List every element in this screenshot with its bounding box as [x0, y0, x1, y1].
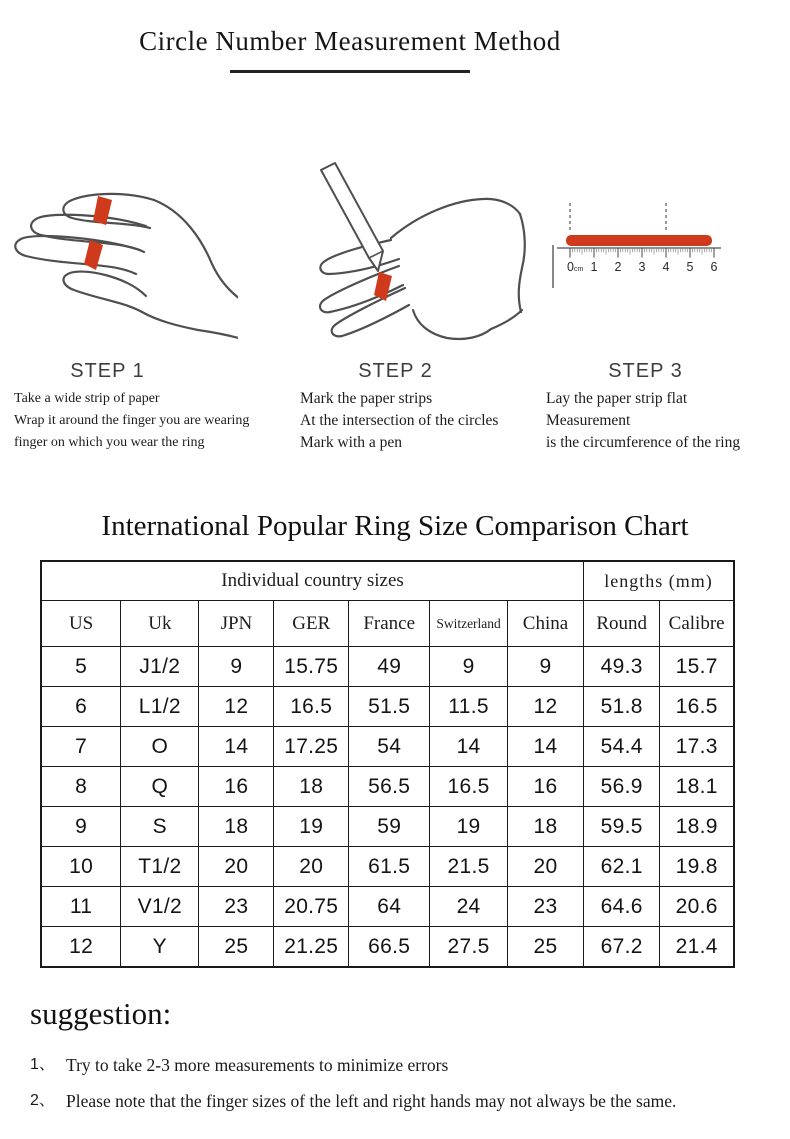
- header: [0, 26, 700, 73]
- table-row: [41, 687, 734, 727]
- table-cell: 19: [274, 807, 349, 847]
- suggestion-list: [30, 1053, 775, 1125]
- table-cell: 62.1: [584, 847, 660, 887]
- table-column-header-row: [41, 601, 734, 647]
- table-row: [41, 807, 734, 847]
- ruler-label: 1: [590, 260, 598, 274]
- table-cell: 17.25: [274, 727, 349, 767]
- suggestion-number: 1、: [30, 1056, 55, 1073]
- table-cell: 27.5: [430, 927, 508, 968]
- measurement-steps: [0, 150, 790, 480]
- table-cell: 51.8: [584, 687, 660, 727]
- table-cell: 19.8: [660, 847, 734, 887]
- table-cell: 17.3: [660, 727, 734, 767]
- table-cell: 9: [507, 647, 583, 687]
- table-cell: Y: [121, 927, 199, 968]
- hand-marking-with-pen-illustration: [293, 154, 528, 354]
- step-1-description: [14, 388, 249, 454]
- table-cell: 9: [41, 807, 121, 847]
- step-2-label: STEP 2: [358, 360, 433, 382]
- table-row: [41, 927, 734, 968]
- table-cell: 49: [349, 647, 430, 687]
- paper-strip-icon: [566, 235, 712, 246]
- table-cell: 25: [199, 927, 274, 968]
- table-cell: 6: [41, 687, 121, 727]
- table-cell: 14: [199, 727, 274, 767]
- suggestion-text: Please note that the finger sizes of the left and right hands may not always be the same.: [66, 1091, 677, 1111]
- step-3-label: STEP 3: [608, 360, 683, 382]
- table-cell: 21.5: [430, 847, 508, 887]
- step-3-description: [546, 388, 740, 454]
- table-cell: 64.6: [584, 887, 660, 927]
- table-cell: 20: [199, 847, 274, 887]
- step-line: Measurement: [546, 412, 631, 429]
- table-cell: 56.5: [349, 767, 430, 807]
- hand-outline: [15, 194, 238, 339]
- table-cell: T1/2: [121, 847, 199, 887]
- table-cell: 49.3: [584, 647, 660, 687]
- step-line: At the intersection of the circles: [300, 412, 499, 429]
- step-1-label: STEP 1: [70, 360, 145, 382]
- table-cell: 59.5: [584, 807, 660, 847]
- table-cell: 10: [41, 847, 121, 887]
- table-cell: L1/2: [121, 687, 199, 727]
- table-cell: 9: [199, 647, 274, 687]
- ruler-illustration: [545, 195, 725, 295]
- table-cell: 5: [41, 647, 121, 687]
- column-header: Calibre: [660, 601, 734, 647]
- table-cell: 23: [507, 887, 583, 927]
- hand-with-paper-strip-illustration: [8, 160, 238, 355]
- table-cell: 23: [199, 887, 274, 927]
- column-header: JPN: [199, 601, 274, 647]
- step-line: finger on which you wear the ring: [14, 435, 205, 450]
- column-header: China: [507, 601, 583, 647]
- table-cell: S: [121, 807, 199, 847]
- chart-title: International Popular Ring Size Comparison Chart: [101, 510, 689, 542]
- table-cell: 24: [430, 887, 508, 927]
- table-cell: 67.2: [584, 927, 660, 968]
- step-2-description: [300, 388, 498, 454]
- suggestion-number: 2、: [30, 1092, 55, 1109]
- table-cell: 12: [199, 687, 274, 727]
- table-cell: 59: [349, 807, 430, 847]
- table-cell: 18.1: [660, 767, 734, 807]
- table-cell: 25: [507, 927, 583, 968]
- table-cell: 20.6: [660, 887, 734, 927]
- group-header-lengths: lengths (mm): [584, 561, 734, 601]
- step-line: Lay the paper strip flat: [546, 390, 688, 407]
- step-line: Wrap it around the finger you are wearing: [14, 413, 250, 428]
- table-row: [41, 887, 734, 927]
- table-cell: 11: [41, 887, 121, 927]
- column-header: Uk: [121, 601, 199, 647]
- suggestion-item: [30, 1053, 775, 1077]
- table-row: [41, 647, 734, 687]
- table-cell: 16: [507, 767, 583, 807]
- table-cell: 16: [199, 767, 274, 807]
- table-cell: 66.5: [349, 927, 430, 968]
- table-cell: 8: [41, 767, 121, 807]
- table-cell: 54: [349, 727, 430, 767]
- table-cell: 20: [274, 847, 349, 887]
- table-cell: 7: [41, 727, 121, 767]
- table-row: [41, 767, 734, 807]
- table-cell: 20.75: [274, 887, 349, 927]
- ruler-label: 3: [638, 260, 646, 274]
- ruler-label: 4: [662, 260, 670, 274]
- page-title: Circle Number Measurement Method: [139, 26, 561, 56]
- ring-size-table: [40, 560, 735, 968]
- table-cell: 20: [507, 847, 583, 887]
- step-line: Take a wide strip of paper: [14, 391, 160, 406]
- column-header: Round: [584, 601, 660, 647]
- column-header: GER: [274, 601, 349, 647]
- column-header: US: [41, 601, 121, 647]
- suggestion-title: suggestion:: [30, 996, 172, 1031]
- table-row: [41, 727, 734, 767]
- table-cell: O: [121, 727, 199, 767]
- table-body: [41, 647, 734, 968]
- table-cell: 12: [41, 927, 121, 968]
- table-cell: 56.9: [584, 767, 660, 807]
- paper-strip-icon: [93, 196, 112, 225]
- table-cell: 18.9: [660, 807, 734, 847]
- table-cell: 51.5: [349, 687, 430, 727]
- column-header: Switzerland: [430, 601, 508, 647]
- step-line: Mark with a pen: [300, 434, 403, 451]
- suggestion-item: [30, 1089, 775, 1113]
- table-cell: Q: [121, 767, 199, 807]
- table-cell: 61.5: [349, 847, 430, 887]
- table-cell: 18: [507, 807, 583, 847]
- table-cell: 14: [430, 727, 508, 767]
- ruler-label: 6: [710, 260, 718, 274]
- table-cell: 21.4: [660, 927, 734, 968]
- table-cell: 18: [274, 767, 349, 807]
- step-line: Mark the paper strips: [300, 390, 433, 407]
- table-cell: 21.25: [274, 927, 349, 968]
- table-cell: 16.5: [430, 767, 508, 807]
- table-cell: 12: [507, 687, 583, 727]
- table-cell: 19: [430, 807, 508, 847]
- table-cell: 11.5: [430, 687, 508, 727]
- table-row: [41, 847, 734, 887]
- ruler-label: 2: [614, 260, 622, 274]
- table-cell: 14: [507, 727, 583, 767]
- table-cell: 64: [349, 887, 430, 927]
- table-cell: J1/2: [121, 647, 199, 687]
- ruler-ticks: [570, 248, 714, 258]
- step-line: is the circumference of the ring: [546, 434, 741, 451]
- table-cell: 9: [430, 647, 508, 687]
- table-group-header-row: [41, 561, 734, 601]
- group-header-countries: Individual country sizes: [41, 561, 584, 601]
- title-underline: [230, 70, 470, 73]
- table-cell: 15.7: [660, 647, 734, 687]
- column-header: France: [349, 601, 430, 647]
- table-cell: 16.5: [660, 687, 734, 727]
- table-cell: 18: [199, 807, 274, 847]
- table-cell: 54.4: [584, 727, 660, 767]
- suggestion-text: Try to take 2-3 more measurements to minimize errors: [66, 1055, 449, 1075]
- ruler-label: 0cm: [567, 260, 584, 274]
- ruler-label: 5: [686, 260, 694, 274]
- table-cell: 16.5: [274, 687, 349, 727]
- table-cell: 15.75: [274, 647, 349, 687]
- table-cell: V1/2: [121, 887, 199, 927]
